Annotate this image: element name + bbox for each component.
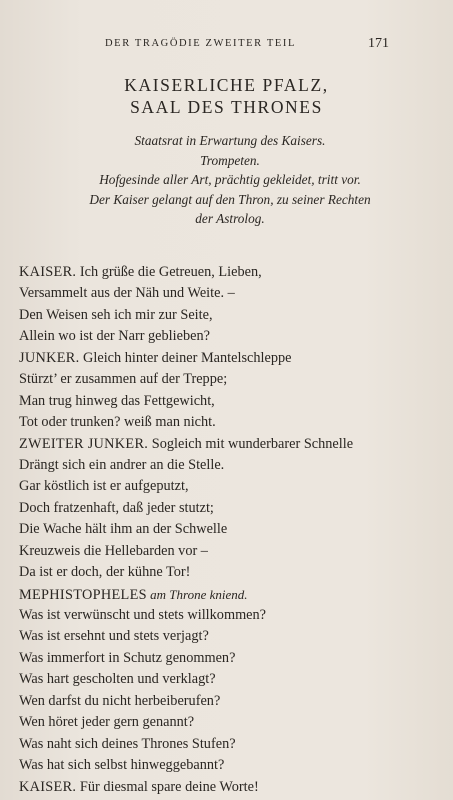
- running-header: [0, 38, 453, 54]
- verse-line: [19, 519, 439, 540]
- verse-text: Was ist verwünscht und stets willkommen?: [19, 607, 267, 623]
- verse-text: Doch fratzenhaft, daß jeder stutzt;: [19, 499, 214, 516]
- verse-line: [19, 626, 439, 647]
- speaker-name: MEPHISTOPHELES: [19, 586, 147, 603]
- verse-text: Gleich hinter deiner Mantelschleppe: [79, 349, 292, 366]
- verse-text: Was immerfort in Schutz genommen?: [19, 649, 236, 666]
- stage-direction-line: Der Kaiser gelangt auf den Thron, zu seiner Rechten: [89, 191, 371, 207]
- verse-line: [19, 498, 439, 519]
- verse-text: Drängt sich ein andrer an die Stelle.: [19, 456, 225, 473]
- verse-text: Wen höret jeder gern genannt?: [19, 714, 195, 731]
- stage-direction-line: der Astrolog.: [195, 211, 265, 226]
- scene-title-line: KAISERLICHE PFALZ,: [124, 75, 329, 95]
- speaker-name: JUNKER.: [19, 349, 80, 366]
- verse-text: Den Weisen seh ich mir zur Seite,: [19, 306, 213, 323]
- verse-text: Wen darfst du nicht herbeiberufen?: [19, 692, 221, 709]
- verse-text: Ich grüße die Getreuen, Lieben,: [76, 264, 262, 280]
- verse-text: Man trug hinweg das Fettgewicht,: [19, 392, 215, 409]
- verse-text: Sogleich mit wunderbarer Schnelle: [148, 435, 354, 452]
- verse-line: [19, 412, 439, 433]
- verse-line: [19, 605, 439, 626]
- verse-line: [19, 391, 439, 412]
- verse-line: [19, 669, 439, 690]
- stage-direction: [40, 131, 420, 229]
- verse-line: [19, 326, 439, 347]
- page-number: 171: [368, 36, 389, 51]
- verse-text: Die Wache hält ihm an der Schwelle: [19, 521, 228, 538]
- verse-line: [19, 455, 439, 476]
- verse-text: Kreuzweis die Hellebarden vor –: [19, 542, 208, 559]
- verse-line: [19, 434, 439, 455]
- verse-line: [19, 648, 439, 669]
- verse-block: [19, 262, 439, 798]
- stage-direction-line: Hofgesinde aller Art, prächtig gekleidet, tritt vor.: [99, 172, 361, 187]
- verse-line: [19, 262, 439, 283]
- speaker-name: KAISER.: [19, 778, 77, 795]
- verse-text: Was hat sich selbst hinweggebannt?: [19, 757, 225, 774]
- verse-line: [19, 755, 439, 776]
- verse-text: Was naht sich deines Thrones Stufen?: [19, 735, 236, 752]
- verse-text: Gar köstlich ist er aufgeputzt,: [19, 478, 189, 495]
- verse-line: [19, 562, 439, 583]
- verse-text: Stürzt’ er zusammen auf der Treppe;: [19, 371, 228, 388]
- verse-line: [19, 734, 439, 755]
- verse-line: [19, 283, 439, 304]
- speaker-name: KAISER.: [19, 264, 77, 280]
- verse-line: [19, 691, 439, 712]
- verse-text: Versammelt aus der Näh und Weite. –: [19, 285, 235, 302]
- speaker-name: ZWEITER JUNKER.: [19, 435, 149, 452]
- verse-line: [19, 541, 439, 562]
- verse-line: [19, 777, 439, 798]
- verse-text: Für diesmal spare deine Worte!: [76, 778, 259, 795]
- verse-line: [19, 369, 439, 390]
- running-title: DER TRAGÖDIE ZWEITER TEIL: [105, 38, 296, 49]
- verse-text: Was hart gescholten und verklagt?: [19, 671, 216, 688]
- verse-line: [19, 305, 439, 326]
- scene-title-line: SAAL DES THRONES: [130, 97, 323, 117]
- stage-direction-line: Trompeten.: [200, 152, 260, 168]
- stage-direction-line: Staatsrat in Erwartung des Kaisers.: [134, 133, 326, 148]
- verse-text: Tot oder trunken? weiß man nicht.: [19, 414, 216, 431]
- verse-text: Da ist er doch, der kühne Tor!: [19, 564, 191, 581]
- verse-line: [19, 584, 439, 605]
- scene-title: [0, 74, 453, 118]
- inline-stage-direction: am Throne kniend.: [146, 586, 248, 602]
- verse-text: Allein wo ist der Narr geblieben?: [19, 328, 210, 345]
- verse-text: Was ist ersehnt und stets verjagt?: [19, 628, 209, 645]
- verse-line: [19, 712, 439, 733]
- verse-line: [19, 476, 439, 497]
- verse-line: [19, 348, 439, 369]
